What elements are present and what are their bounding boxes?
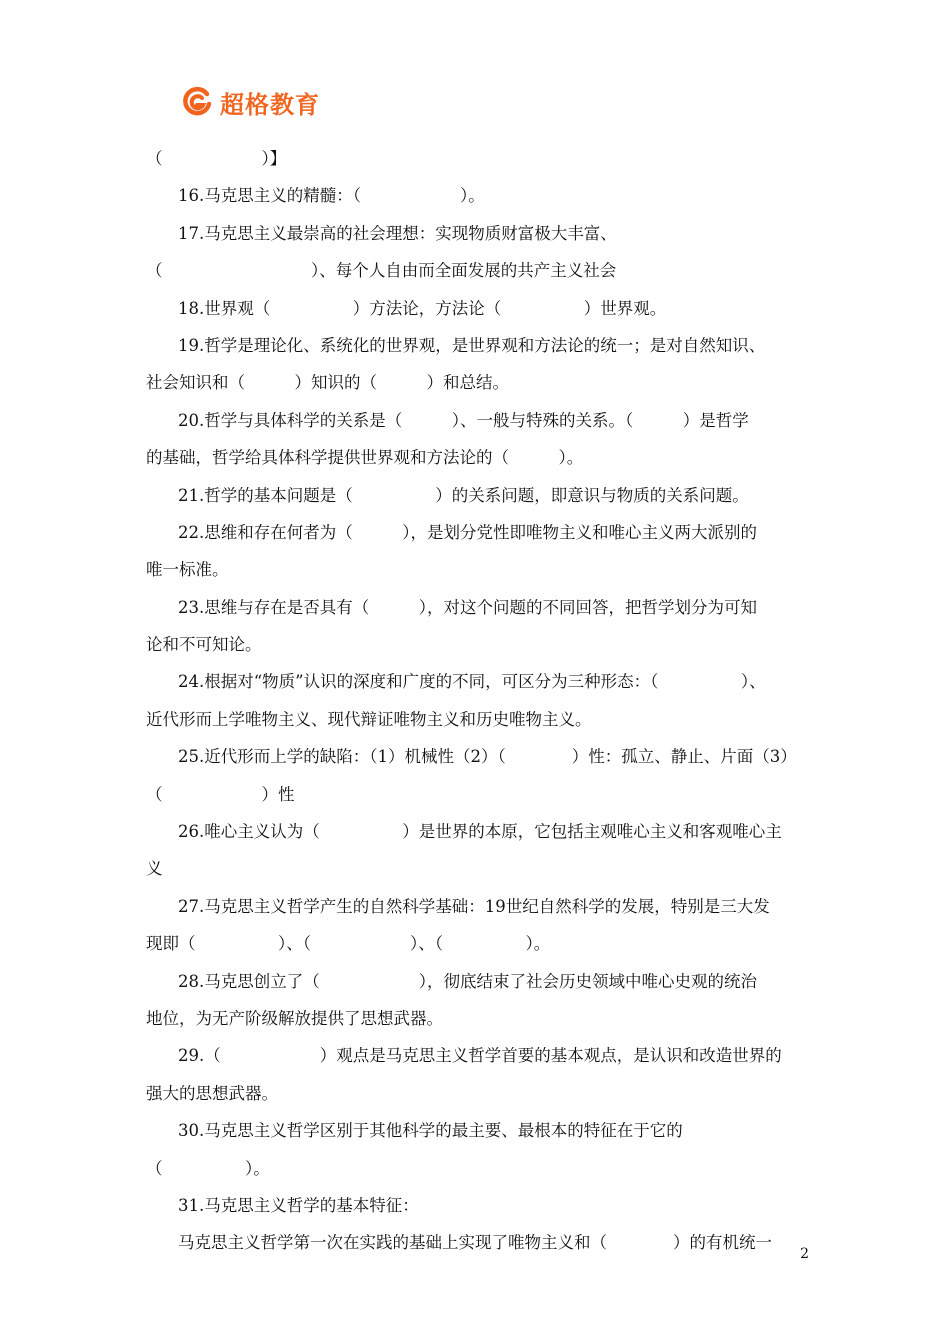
text-line: 论和不可知论。: [146, 635, 262, 655]
brand-logo: [180, 84, 320, 120]
text-line: 24.根据对“物质”认识的深度和广度的不同，可区分为三种形态：（ ）、: [178, 672, 766, 692]
text-line: 29.（ ）观点是马克思主义哲学首要的基本观点，是认识和改造世界的: [178, 1046, 782, 1066]
text-line: 20.哲学与具体科学的关系是（ ）、一般与特殊的关系。（ ）是哲学: [178, 410, 749, 430]
text-line: 25.近代形而上学的缺陷：（1）机械性（2）（ ）性：孤立、静止、片面（3）: [178, 747, 797, 767]
text-line: 社会知识和（ ）知识的（ ）和总结。: [146, 373, 509, 393]
text-line: （ ）。: [146, 1158, 270, 1178]
text-line: 28.马克思创立了（ ），彻底结束了社会历史领域中唯心史观的统治: [178, 971, 757, 991]
brand-name: 超格教育: [220, 90, 320, 119]
text-line: 17.马克思主义最崇高的社会理想：实现物质财富极大丰富、: [178, 223, 617, 243]
text-line: （ ）性: [146, 784, 295, 804]
cg-swirl-logo-icon: [180, 85, 214, 119]
text-line: 22.思维和存在何者为（ ），是划分党性即唯物主义和唯心主义两大派别的: [178, 522, 757, 542]
page-number: 2: [800, 1246, 809, 1262]
text-line: 21.哲学的基本问题是（ ）的关系问题，即意识与物质的关系问题。: [178, 485, 749, 505]
text-line: 的基础，哲学给具体科学提供世界观和方法论的（ ）。: [146, 448, 584, 468]
text-line: 26.唯心主义认为（ ）是世界的本原，它包括主观唯心主义和客观唯心主: [178, 822, 782, 842]
text-line: 23.思维与存在是否具有（ ），对这个问题的不同回答，把哲学划分为可知: [178, 597, 757, 617]
text-line: 强大的思想武器。: [146, 1083, 278, 1103]
text-line: 27.马克思主义哲学产生的自然科学基础：19世纪自然科学的发展，特别是三大发: [178, 896, 770, 916]
text-line: 地位，为无产阶级解放提供了思想武器。: [146, 1008, 443, 1028]
text-line: 近代形而上学唯物主义、现代辩证唯物主义和历史唯物主义。: [146, 709, 592, 729]
text-line: 现即（ ）、（ ）、（ ）。: [146, 934, 551, 954]
text-line: 19.哲学是理论化、系统化的世界观，是世界观和方法论的统一；是对自然知识、: [178, 335, 766, 355]
text-line: （ ）、每个人自由而全面发展的共产主义社会: [146, 261, 617, 281]
text-line: 马克思主义哲学第一次在实践的基础上实现了唯物主义和（ ）的有机统一: [178, 1233, 772, 1253]
text-line: 唯一标准。: [146, 560, 229, 580]
document-body: [146, 140, 806, 1262]
text-line: 16.马克思主义的精髓：（ ）。: [178, 186, 485, 206]
text-line: （ ）】: [146, 149, 287, 168]
text-line: 31.马克思主义哲学的基本特征：: [178, 1195, 419, 1215]
text-line: 义: [146, 859, 163, 879]
text-line: 30.马克思主义哲学区别于其他科学的最主要、最根本的特征在于它的: [178, 1121, 683, 1141]
text-line: 18.世界观（ ）方法论，方法论（ ）世界观。: [178, 298, 667, 318]
